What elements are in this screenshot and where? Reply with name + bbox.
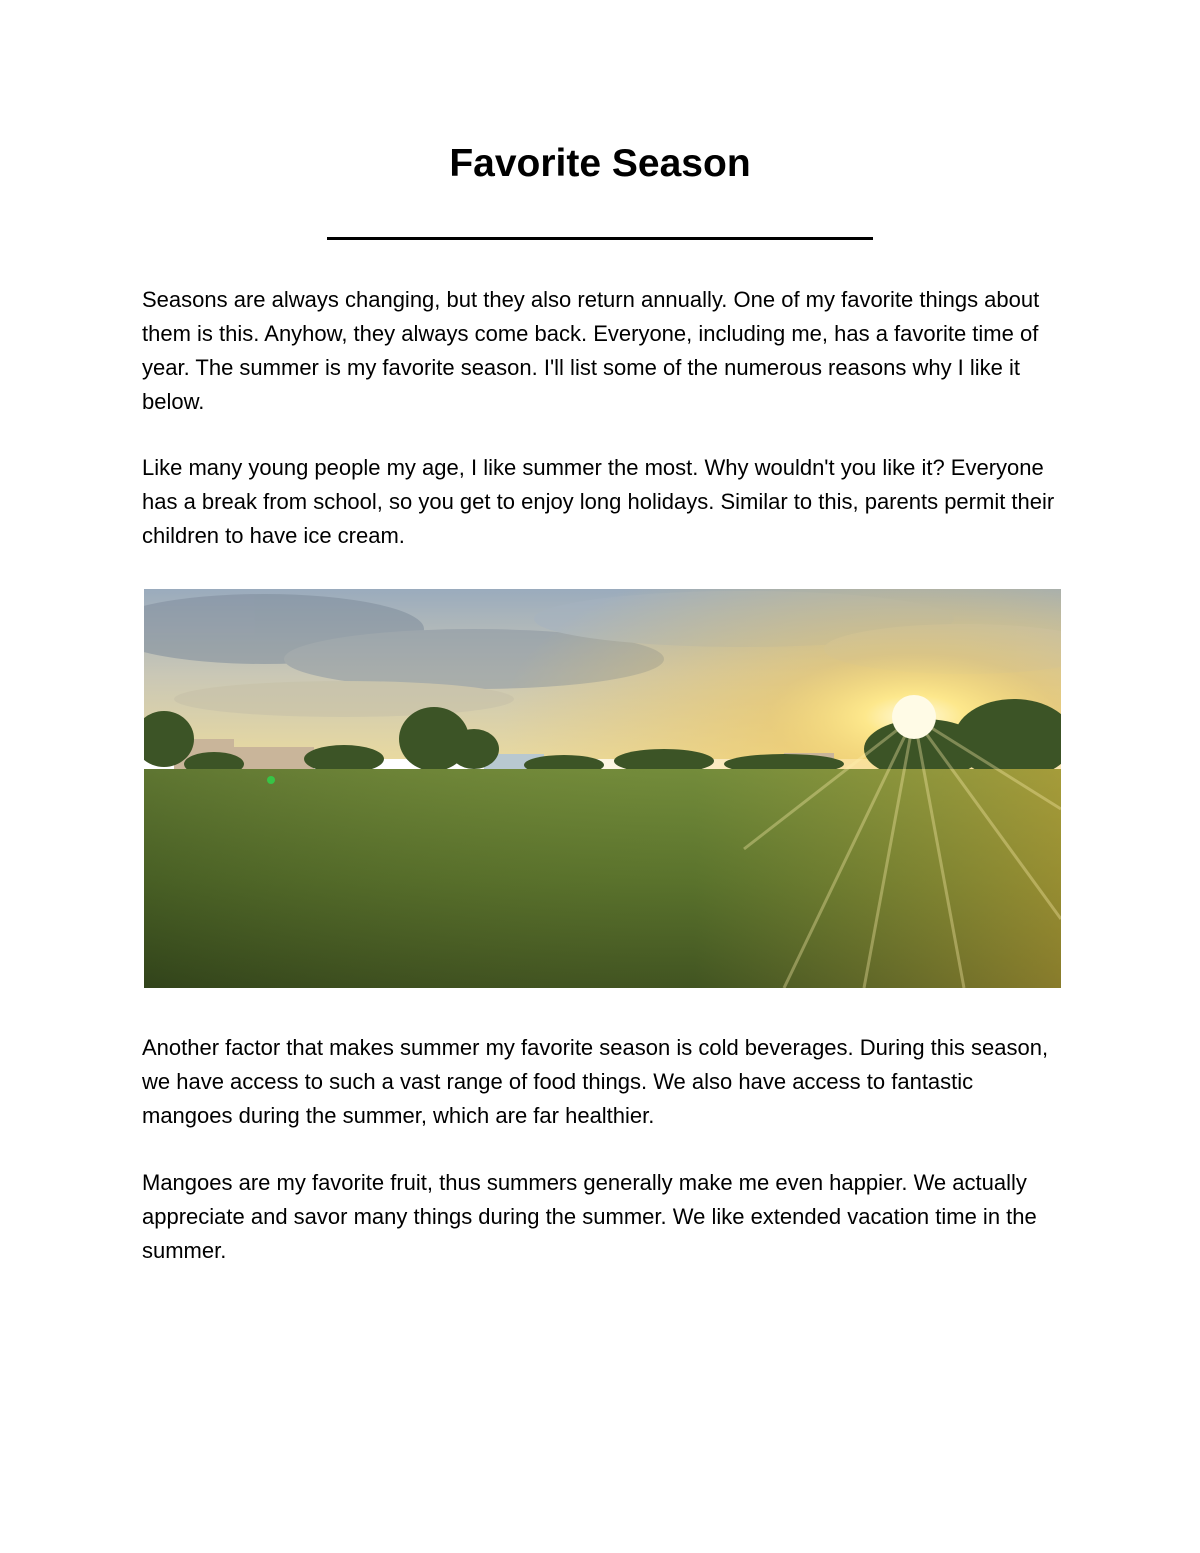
sunset-field-image xyxy=(144,589,1061,988)
page-title: Favorite Season xyxy=(449,142,751,185)
title-underline xyxy=(327,237,873,240)
lens-flare-dot xyxy=(267,776,275,784)
paragraph-intro: Seasons are always changing, but they also return annually. One of my favorite things about them is this. Anyhow, they always come back. Everyone, including me, has a favorite time of year. The summer is my favorite season. I'll list some of the numerous reasons why I like it below. xyxy=(142,287,1040,414)
sun xyxy=(892,695,936,739)
paragraph-summer-break: Like many young people my age, I like summer the most. Why wouldn't you like it? Everyone has a break from school, so you get to enjoy long holidays. Similar to this, parents permit their children to have ice cream. xyxy=(142,455,1055,548)
sunset-field-photo xyxy=(144,589,1061,988)
paragraph-mangoes: Mangoes are my favorite fruit, thus summers generally make me even happier. We actually appreciate and savor many things during the summer. We like extended vacation time in the summer. xyxy=(142,1170,1037,1263)
field-sunlight xyxy=(144,769,1061,988)
paragraph-cold-beverages: Another factor that makes summer my favorite season is cold beverages. During this season, we have access to such a vast range of food things. We also have access to fantastic mangoes during the summer, which are far healthier. xyxy=(142,1035,1049,1128)
